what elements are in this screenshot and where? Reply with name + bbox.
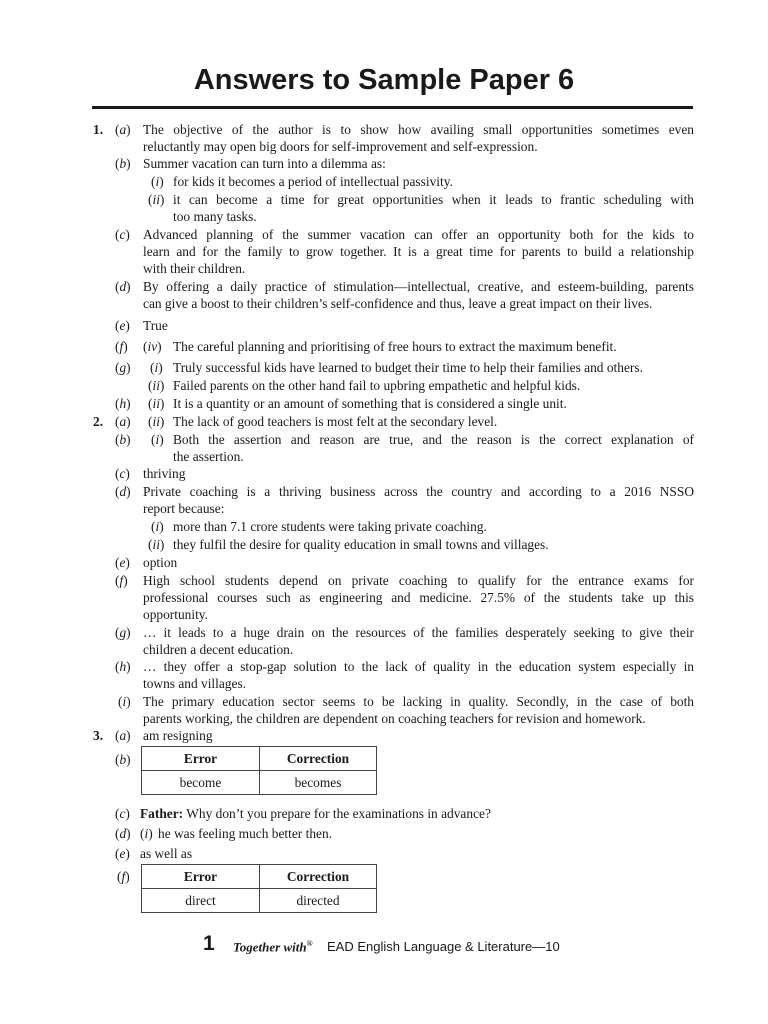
part-label: (b) <box>115 752 131 767</box>
answer-text: they fulfil the desire for quality education in small towns and villages. <box>173 537 549 552</box>
part-label: (d) <box>115 826 131 841</box>
speaker-label: Father: <box>140 806 184 821</box>
part-label: (e) <box>115 846 130 861</box>
answer-text: can give a boost to their children’s self-confidence and thus, leave a great impact on their lives. <box>143 296 653 311</box>
answer-text: The careful planning and prioritising of free hours to extract the maximum benefit. <box>173 339 617 354</box>
page-title: Answers to Sample Paper 6 <box>193 64 575 96</box>
answer-text <box>140 805 491 822</box>
sub-label: (i) <box>150 360 163 375</box>
answer-text: opportunity. <box>143 607 208 622</box>
part-label: (h) <box>115 659 131 674</box>
option-label: (iv) <box>143 339 162 354</box>
part-label: (c) <box>115 466 130 481</box>
part-label: (g) <box>115 360 131 375</box>
answer-text: True <box>143 318 168 333</box>
answer-text: professional courses such as engineering and medicine. 27.5% of the students take up this <box>143 590 694 605</box>
answer-text: with their children. <box>143 261 246 276</box>
part-label: (a) <box>115 728 131 743</box>
part-label: (a) <box>115 414 131 429</box>
answer-text: for kids it becomes a period of intellectual passivity. <box>173 174 453 189</box>
sub-label: (ii) <box>148 192 165 207</box>
option-label: (ii) <box>148 396 165 411</box>
option-label: (ii) <box>148 414 165 429</box>
part-label: (f) <box>117 869 130 884</box>
part-label: (c) <box>115 227 130 242</box>
brand-logo: Together with® <box>233 939 313 955</box>
table-header: Correction <box>260 747 377 771</box>
part-label: (a) <box>115 122 131 137</box>
part-label: (g) <box>115 625 131 640</box>
answer-text: the assertion. <box>173 449 244 464</box>
part-label: (b) <box>115 432 131 447</box>
part-label: (c) <box>115 806 130 821</box>
question-number: 1. <box>93 122 104 137</box>
answer-text: children a decent education. <box>143 642 294 657</box>
sub-label: (i) <box>151 519 164 534</box>
answer-text: towns and villages. <box>143 676 247 691</box>
answer-text: Truly successful kids have learned to budget their time to help their families and others. <box>173 360 643 375</box>
part-label: (d) <box>115 484 131 499</box>
answer-text: Failed parents on the other hand fail to upbring empathetic and helpful kids. <box>173 378 581 393</box>
answer-text: … they offer a stop-gap solution to the lack of quality in the education system especially in <box>143 659 694 674</box>
answer-text: report because: <box>143 501 225 516</box>
answer-text: am resigning <box>143 728 213 743</box>
part-label: (b) <box>115 156 131 171</box>
part-label: (h) <box>115 396 131 411</box>
part-label: (f) <box>115 573 128 588</box>
answer-text: learn and for the family to grow together. It is a great time for parents to build a relationship <box>143 244 694 259</box>
error-correction-table <box>141 746 377 795</box>
answer-text: Private coaching is a thriving business across the country and according to a 2016 NSSO <box>143 484 694 499</box>
part-label: (i) <box>118 694 131 709</box>
answer-text: By offering a daily practice of stimulation—intellectual, creative, and esteem-building, parents <box>143 279 694 294</box>
answer-text: Advanced planning of the summer vacation can offer an opportunity both for the kids to <box>143 227 694 242</box>
table-cell: becomes <box>260 771 377 795</box>
answer-text: The objective of the author is to show how availing small opportunities sometimes even <box>143 122 694 137</box>
option-label: (i) <box>140 826 153 841</box>
answer-text: Summer vacation can turn into a dilemma as: <box>143 156 386 171</box>
question-number: 2. <box>93 414 104 429</box>
part-label: (e) <box>115 318 130 333</box>
part-label: (d) <box>115 279 131 294</box>
sub-label: (i) <box>151 174 164 189</box>
answer-text: High school students depend on private coaching to qualify for the entrance exams for <box>143 573 694 588</box>
sub-label: (ii) <box>148 537 165 552</box>
dialogue-text: Why don’t you prepare for the examinations in advance? <box>186 806 491 821</box>
answer-text: thriving <box>143 466 186 481</box>
table-header: Error <box>142 747 260 771</box>
answer-text: … it leads to a huge drain on the resources of the families desperately seeking to give their <box>143 625 694 640</box>
answer-text: The primary education sector seems to be lacking in quality. Secondly, in the case of both <box>143 694 694 709</box>
answer-text: it can become a time for great opportunities when it leads to frantic scheduling with <box>173 192 694 207</box>
title-rule <box>92 106 693 109</box>
part-label: (e) <box>115 555 130 570</box>
answer-text: The lack of good teachers is most felt at the secondary level. <box>173 414 498 429</box>
sub-label: (ii) <box>148 378 165 393</box>
error-correction-table <box>141 864 377 913</box>
option-label: (i) <box>151 432 164 447</box>
answer-text: more than 7.1 crore students were taking private coaching. <box>173 519 487 534</box>
answer-text: reluctantly may open big doors for self-improvement and self-expression. <box>143 139 538 154</box>
answer-text: he was feeling much better then. <box>158 826 333 841</box>
table-cell: directed <box>260 889 377 913</box>
answer-text: as well as <box>140 846 193 861</box>
table-cell: direct <box>142 889 260 913</box>
table-header: Correction <box>260 865 377 889</box>
answer-text: It is a quantity or an amount of something that is considered a single unit. <box>173 396 567 411</box>
answer-text: parents working, the children are dependent on coaching teachers for revision and homework. <box>143 711 646 726</box>
answer-text: option <box>143 555 178 570</box>
part-label: (f) <box>115 339 128 354</box>
table-cell: become <box>142 771 260 795</box>
table-header: Error <box>142 865 260 889</box>
page-number: 1 <box>203 932 215 955</box>
answer-text: Both the assertion and reason are true, and the reason is the correct explanation of <box>173 432 694 447</box>
answer-text: too many tasks. <box>173 209 257 224</box>
book-title: EAD English Language & Literature—10 <box>327 939 560 954</box>
question-number: 3. <box>93 728 104 743</box>
